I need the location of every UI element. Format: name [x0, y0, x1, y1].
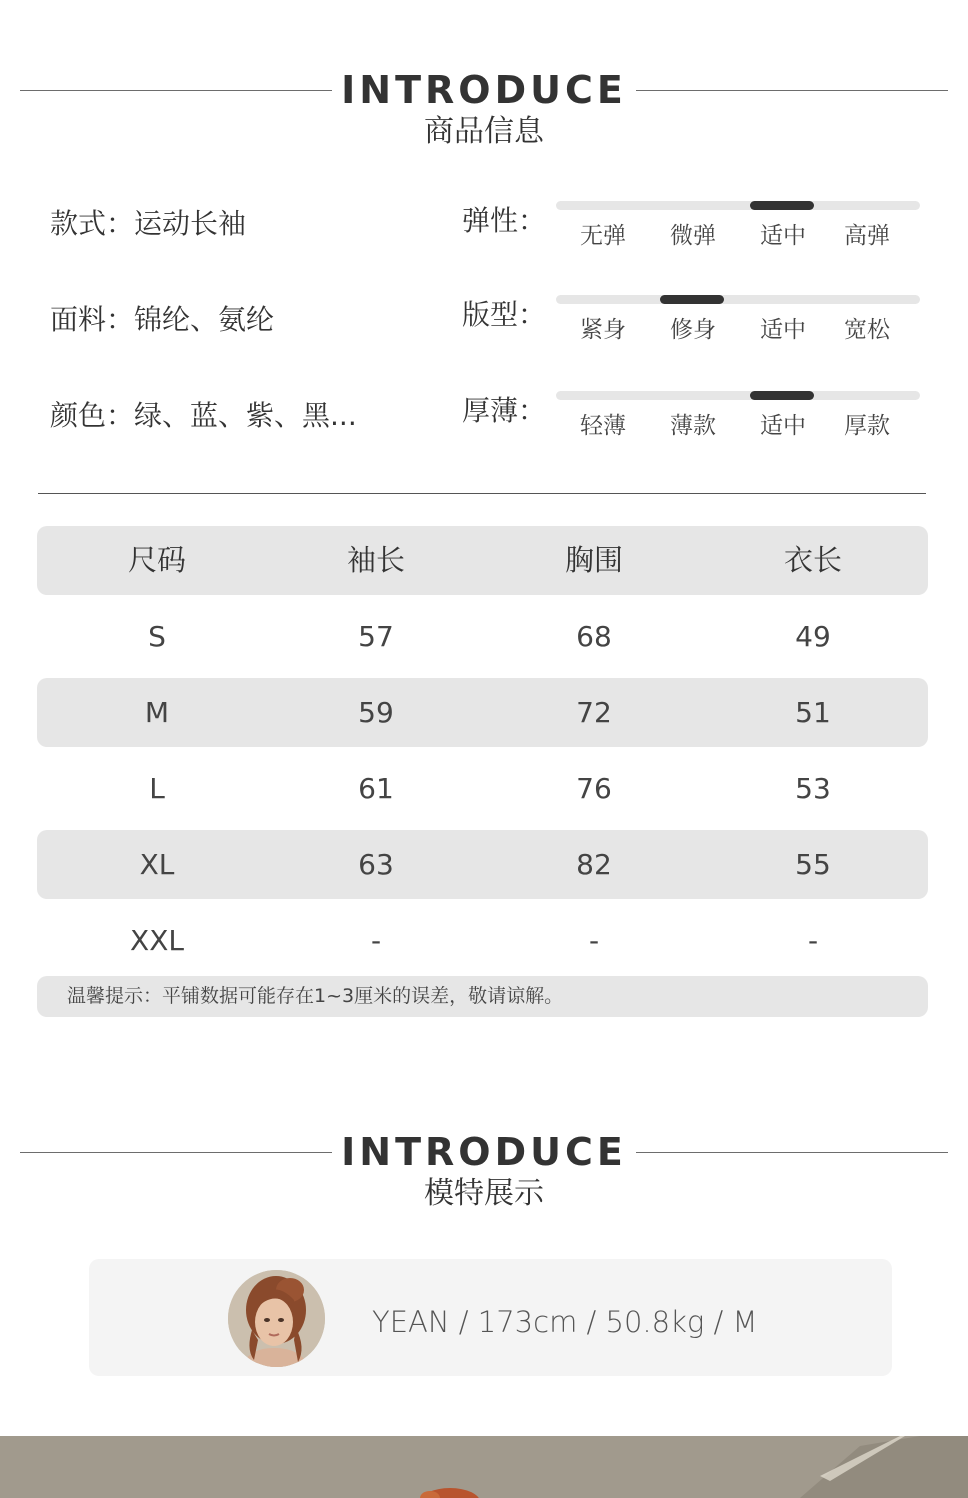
scale-option: 高弹 [844, 223, 890, 249]
table-header-cell: 胸围 [564, 543, 623, 577]
section-title-cn: 模特展示 [424, 1176, 544, 1211]
scale-label: 弹性： [462, 204, 547, 237]
table-cell: 72 [576, 696, 612, 729]
attribute-label: 颜色： [50, 399, 135, 432]
table-cell: 76 [576, 772, 612, 805]
scale-marker [750, 391, 814, 400]
table-cell: XXL [130, 924, 184, 957]
table-cell: M [144, 696, 170, 729]
model-card [89, 1259, 892, 1376]
table-row [37, 754, 928, 823]
section-header-model [0, 1130, 968, 1240]
scale-option: 微弹 [670, 223, 716, 249]
attribute-label: 面料： [50, 303, 135, 336]
section-title-en: INTRODUCE [341, 68, 627, 112]
table-cell: 55 [795, 848, 831, 881]
scale-option: 无弹 [580, 223, 626, 249]
table-cell: 53 [795, 772, 831, 805]
scale-option: 适中 [760, 413, 806, 439]
scale-option: 宽松 [844, 317, 890, 343]
model-avatar [228, 1270, 325, 1367]
scale-elasticity [462, 200, 922, 260]
table-row [37, 678, 928, 747]
scale-label: 厚薄： [462, 394, 547, 427]
model-avatar-image [228, 1270, 325, 1367]
scale-track [556, 201, 920, 210]
table-header-row [37, 526, 928, 595]
header-divider-right [636, 90, 948, 91]
table-cell: - [588, 924, 600, 957]
table-cell: 63 [358, 848, 394, 881]
table-cell: 61 [358, 772, 394, 805]
scale-option: 修身 [670, 317, 716, 343]
table-cell: 57 [358, 620, 394, 653]
scale-option: 厚款 [844, 413, 890, 439]
section-title-cn: 商品信息 [424, 114, 544, 149]
scale-marker [750, 201, 814, 210]
table-row [37, 906, 928, 975]
model-photo [0, 1436, 968, 1498]
scale-option: 薄款 [670, 413, 716, 439]
scale-thickness [462, 390, 922, 450]
attribute-value: 运动长袖 [134, 207, 247, 240]
model-info: YEAN / 173cm / 50.8kg / M [372, 1305, 758, 1339]
section-header-product-info [0, 68, 968, 178]
header-divider-right [636, 1152, 948, 1153]
model-photo-image [0, 1436, 968, 1498]
measurement-tip [37, 976, 928, 1017]
scale-label: 版型： [462, 298, 547, 331]
table-header-cell: 衣长 [783, 543, 842, 577]
scale-marker [660, 295, 724, 304]
attribute-style [50, 207, 246, 241]
table-cell: 68 [576, 620, 612, 653]
scale-fit [462, 294, 922, 354]
table-row [37, 602, 928, 671]
scale-option: 紧身 [580, 317, 626, 343]
table-cell: 49 [795, 620, 831, 653]
table-cell: 51 [795, 696, 831, 729]
attribute-label: 款式： [50, 207, 135, 240]
attribute-color [50, 399, 357, 433]
table-header-cell: 袖长 [346, 543, 405, 577]
scale-track [556, 391, 920, 400]
table-cell: L [149, 772, 165, 805]
table-cell: S [148, 620, 166, 653]
section-title-en: INTRODUCE [341, 1130, 627, 1174]
scale-option: 轻薄 [580, 413, 626, 439]
scale-option: 适中 [760, 223, 806, 249]
attribute-value: 锦纶、氨纶 [134, 303, 275, 336]
attribute-fabric [50, 303, 274, 337]
table-cell: 82 [576, 848, 612, 881]
table-header-cell: 尺码 [127, 543, 186, 577]
scale-option: 适中 [760, 317, 806, 343]
table-row [37, 830, 928, 899]
table-cell: 59 [358, 696, 394, 729]
scale-track [556, 295, 920, 304]
table-cell: XL [139, 848, 175, 881]
table-cell: - [807, 924, 819, 957]
tip-text: 温馨提示：平铺数据可能存在1~3厘米的误差，敬请谅解。 [67, 985, 564, 1007]
table-cell: - [370, 924, 382, 957]
section-divider [38, 493, 926, 494]
attribute-value: 绿、蓝、紫、黑... [134, 399, 357, 432]
